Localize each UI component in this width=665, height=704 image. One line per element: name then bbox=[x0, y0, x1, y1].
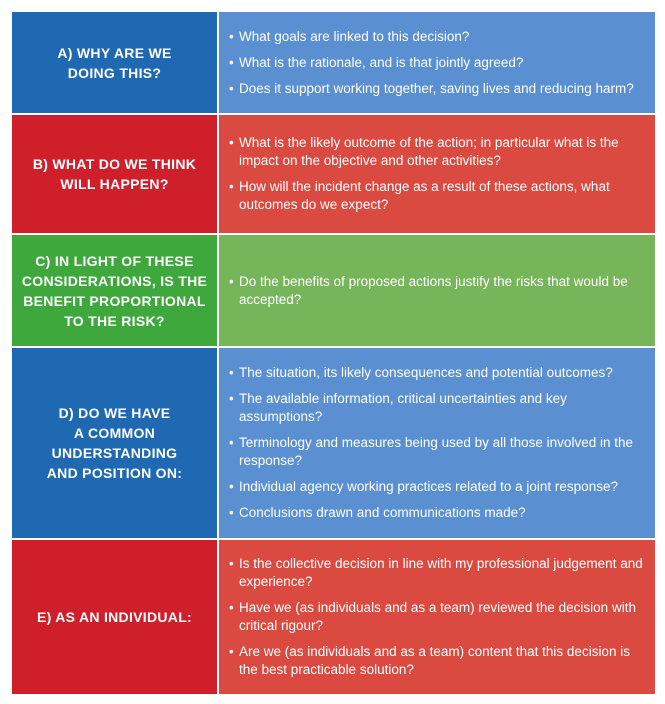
row-a-question: • What goals are linked to this decision? bbox=[229, 28, 645, 46]
row-a-questions bbox=[217, 12, 655, 113]
row-b bbox=[12, 115, 655, 235]
row-e-questions bbox=[217, 540, 655, 694]
row-e-question: • Is the collective decision in line with my professional judgement and experience? bbox=[229, 555, 645, 591]
row-a bbox=[12, 12, 655, 115]
row-a-heading-cell bbox=[12, 12, 217, 113]
row-e bbox=[12, 540, 655, 694]
row-d-question: • Terminology and measures being used by all those involved in the response? bbox=[229, 434, 645, 470]
decision-table bbox=[12, 12, 655, 694]
row-b-questions bbox=[217, 115, 655, 233]
row-e-heading: E) AS AN INDIVIDUAL: bbox=[36, 609, 193, 625]
row-d-question: • The available information, critical uncertainties and key assumptions? bbox=[229, 390, 645, 426]
row-d-heading: D) DO WE HAVE A COMMON UNDERSTANDING AND POSITION ON: bbox=[46, 405, 183, 481]
row-b-question: • How will the incident change as a result of these actions, what outcomes do we expect? bbox=[229, 178, 645, 214]
row-c-question: • Do the benefits of proposed actions justify the risks that would be accepted? bbox=[229, 273, 645, 309]
row-d-questions bbox=[217, 348, 655, 538]
row-d-question: • The situation, its likely consequences and potential outcomes? bbox=[229, 364, 645, 382]
row-d-question: • Individual agency working practices related to a joint response? bbox=[229, 478, 645, 496]
row-b-heading: B) WHAT DO WE THINK WILL HAPPEN? bbox=[32, 156, 197, 192]
row-a-question: • What is the rationale, and is that jointly agreed? bbox=[229, 54, 645, 72]
row-b-question: • What is the likely outcome of the action; in particular what is the impact on the objective and other activities? bbox=[229, 134, 645, 170]
row-d-question: • Conclusions drawn and communications made? bbox=[229, 504, 645, 522]
row-a-heading: A) WHY ARE WE DOING THIS? bbox=[57, 44, 172, 81]
row-d-heading-cell bbox=[12, 348, 217, 538]
row-e-heading-cell bbox=[12, 540, 217, 694]
row-c bbox=[12, 235, 655, 348]
row-c-heading-cell bbox=[12, 235, 217, 346]
row-d bbox=[12, 348, 655, 540]
row-a-question: • Does it support working together, saving lives and reducing harm? bbox=[229, 80, 645, 98]
row-c-heading: C) IN LIGHT OF THESE CONSIDERATIONS, IS THE BENEFIT PROPORTIONAL TO THE RISK? bbox=[21, 252, 208, 329]
row-e-question: • Are we (as individuals and as a team) content that this decision is the best practicable solution? bbox=[229, 643, 645, 679]
row-b-heading-cell bbox=[12, 115, 217, 233]
row-c-questions bbox=[217, 235, 655, 346]
row-e-question: • Have we (as individuals and as a team) reviewed the decision with critical rigour? bbox=[229, 599, 645, 635]
